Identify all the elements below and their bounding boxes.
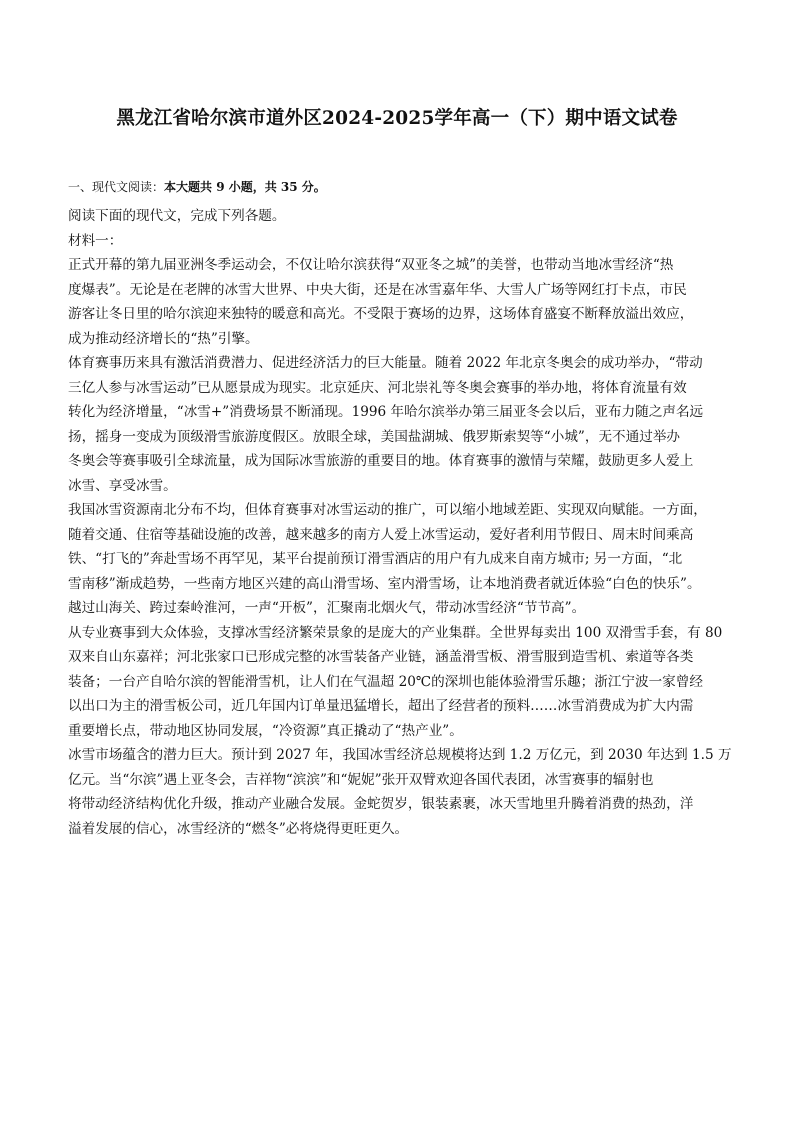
- text-line: 度爆表”。无论是在老牌的冰雪大世界、中央大街，还是在冰雪嘉年华、大雪人广场等网红打卡点，市民: [68, 281, 687, 298]
- text-line: 三亿人参与冰雪运动”已从愿景成为现实。北京延庆、河北崇礼等冬奥会赛事的举办地，将体育流量有效: [68, 379, 687, 396]
- text-line: 将带动经济结构优化升级，推动产业融合发展。金蛇贺岁，银装素裹，冰天雪地里升腾着消费的热劲，洋: [68, 796, 694, 812]
- paragraph-3: [68, 498, 736, 621]
- text-line: 重要增长点，带动地区协同发展，“冷资源”真正撬动了“热产业”。: [68, 722, 463, 739]
- text-line: 装备；一台产自哈尔滨的智能滑雪机，让人们在气温超 20℃的深圳也能体验滑雪乐趣；浙江宁波一家曾经: [68, 673, 703, 690]
- section-prefix: 一、现代文阅读：: [68, 180, 165, 194]
- text-line: 随着交通、住宿等基础设施的改善，越来越多的南方人爱上冰雪运动，爱好者利用节假日、周末时间乘高: [68, 526, 694, 543]
- text-line: 我国冰雪资源南北分布不均，但体育赛事对冰雪运动的推广，可以缩小地域差距、实现双向赋能。一方面，: [68, 502, 707, 518]
- section-question-count: 本大题共 9 小题，共 35 分。: [164, 180, 326, 194]
- text-line: 正式开幕的第九届亚洲冬季运动会，不仅让哈尔滨获得“双亚冬之城”的美誉，也带动当地冰雪经济“热: [68, 257, 674, 273]
- paragraph-4: [68, 621, 736, 744]
- material-label: 材料一：: [68, 232, 123, 249]
- text-line: 从专业赛事到大众体验，支撑冰雪经济繁荣景象的是庞大的产业集群。全世界每卖出 100 双滑雪手套，有 80: [68, 624, 723, 641]
- text-line: 铁、“打飞的”奔赴雪场不再罕见，某平台提前预订滑雪酒店的用户有九成来自南方城市; 另一方面，“北: [68, 551, 683, 567]
- text-line: 越过山海关、跨过秦岭淮河，一声“开板”，汇聚南北烟火气，带动冰雪经济“节节高”。: [68, 600, 586, 616]
- text-line: 扬，摇身一变成为顶级滑雪旅游度假区。放眼全球，美国盐湖城、俄罗斯索契等“小城”，无不通过举办: [68, 428, 681, 445]
- text-line: 雪南移”渐成趋势，一些南方地区兴建的高山滑雪场、室内滑雪场，让本地消费者就近体验“白色的快乐”。: [68, 575, 701, 592]
- text-line: 成为推动经济增长的“热”引擎。: [68, 330, 259, 347]
- text-line: 转化为经济增量，“冰雪+”消费场景不断涌现。1996 年哈尔滨举办第三届亚冬会以后，亚布力随之声名远: [68, 404, 704, 420]
- section-heading: [68, 178, 326, 195]
- text-line: 双来自山东嘉祥；河北张家口已形成完整的冰雪装备产业链，涵盖滑雪板、滑雪服到造雪机、索道等各类: [68, 649, 694, 665]
- text-line: 以出口为主的滑雪板公司，近几年国内订单量迅猛增长，超出了经营者的预料……冰雪消费成为扩大内需: [68, 698, 694, 714]
- text-line: 亿元。当“尔滨”遇上亚冬会，吉祥物“滨滨”和“妮妮”张开双臂欢迎各国代表团，冰雪赛事的辐射也: [68, 771, 654, 788]
- text-line: 冬奥会等赛事吸引全球流量，成为国际冰雪旅游的重要目的地。体育赛事的激情与荣耀，鼓励更多人爱上: [68, 453, 694, 469]
- text-line: 体育赛事历来具有激活消费潜力、促进经济活力的巨大能量。随着 2022 年北京冬奥会的成功举办，“带动: [68, 355, 703, 371]
- paragraph-5: [68, 743, 736, 841]
- text-line: 溢着发展的信心，冰雪经济的“燃冬”必将烧得更旺更久。: [68, 820, 409, 837]
- text-line: 游客让冬日里的哈尔滨迎来独特的暖意和高光。不受限于赛场的边界，这场体育盛宴不断释放溢出效应，: [68, 306, 694, 322]
- text-line: 冰雪市场蕴含的潜力巨大。预计到 2027 年，我国冰雪经济总规模将达到 1.2 万亿元，到 2030 年达到 1.5 万: [68, 747, 732, 763]
- instruction-line: 阅读下面的现代文，完成下列各题。: [68, 208, 286, 224]
- paragraph-2: [68, 351, 736, 498]
- exam-title: 黑龙江省哈尔滨市道外区2024-2025学年高一（下）期中语文试卷: [116, 108, 678, 129]
- text-line: 冰雪、享受冰雪。: [68, 477, 177, 494]
- paragraph-1: [68, 253, 736, 351]
- reading-body: [68, 204, 736, 841]
